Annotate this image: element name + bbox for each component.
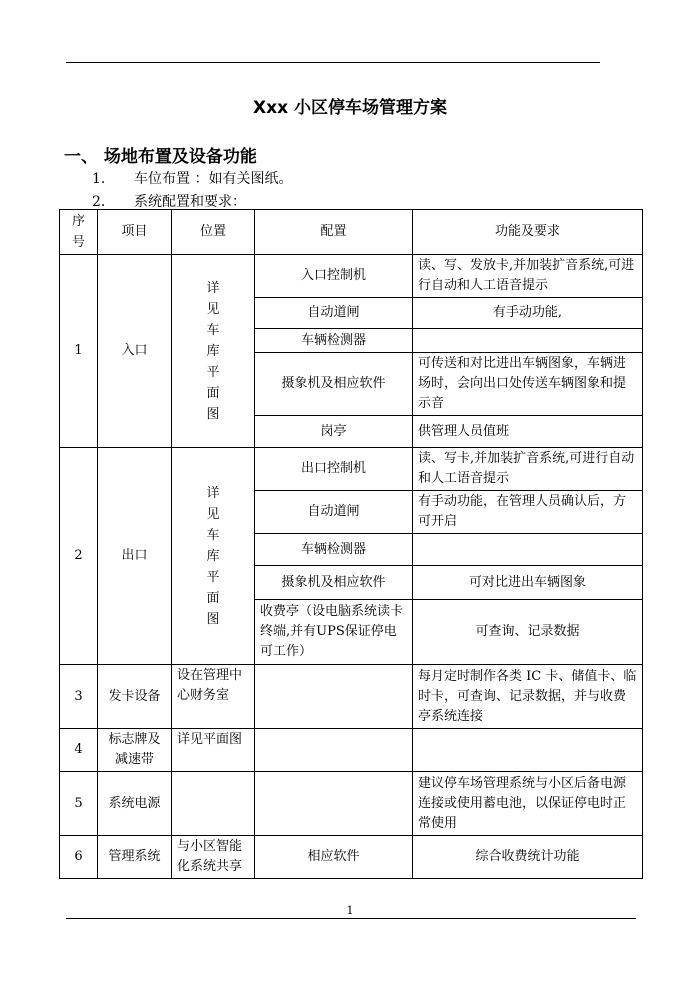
header-item: 项目 [98,210,172,255]
cell-location: 详见车库平面图 [172,255,255,448]
cell-config [255,665,413,729]
cell-config: 摄象机及相应软件 [255,353,413,416]
cell-function: 综合收费统计功能 [413,836,643,879]
cell-config: 摄象机及相应软件 [255,566,413,600]
cell-item: 系统电源 [98,772,172,836]
table-row [60,448,643,491]
header-rule [66,62,600,63]
table-row [60,836,643,879]
section-heading: 一、 场地布置及设备功能 [64,147,257,167]
table-row [60,772,643,836]
cell-function: 读、写、发放卡,并加装扩音系统,可进行自动和人工语音提示 [413,255,643,298]
cell-function: 有手动功能, [413,298,643,329]
cell-function: 供管理人员值班 [413,416,643,448]
cell-location [172,772,255,836]
cell-config: 车辆检测器 [255,534,413,566]
cell-no: 4 [60,729,98,772]
cell-item: 入口 [98,255,172,448]
header-function: 功能及要求 [413,210,643,255]
page-number: 1 [346,904,354,917]
cell-config: 自动道闸 [255,298,413,329]
cell-item: 标志牌及减速带 [98,729,172,772]
cell-config: 岗亭 [255,416,413,448]
cell-item: 出口 [98,448,172,665]
table-row [60,255,643,298]
table-row [60,729,643,772]
footer-rule [66,918,636,919]
equipment-table [59,209,643,879]
header-config: 配置 [255,210,413,255]
cell-function [413,534,643,566]
list-item-text: 车位布置 ：如有关图纸。 [134,171,293,187]
cell-config: 出口控制机 [255,448,413,491]
document-title: Xxx 小区停车场管理方案 [253,98,447,118]
cell-item: 发卡设备 [98,665,172,729]
list-item-1 [92,168,292,188]
cell-config [255,772,413,836]
cell-function [413,329,643,353]
table-header-row [60,210,643,255]
cell-no: 5 [60,772,98,836]
cell-function: 可传送和对比进出车辆图象，车辆进场时，会向出口处传送车辆图象和提示音 [413,353,643,416]
cell-no: 2 [60,448,98,665]
cell-function: 每月定时制作各类 IC 卡、储值卡、临时卡，可查询、记录数据，并与收费亭系统连接 [413,665,643,729]
cell-function: 可查询、记录数据 [413,600,643,665]
list-item-text: 系统配置和要求： [134,194,246,210]
cell-location: 详见平面图 [172,729,255,772]
cell-item: 管理系统 [98,836,172,879]
cell-config: 车辆检测器 [255,329,413,353]
header-location: 位置 [172,210,255,255]
cell-function [413,729,643,772]
cell-config: 入口控制机 [255,255,413,298]
table-row [60,665,643,729]
cell-function: 可对比进出车辆图象 [413,566,643,600]
cell-config [255,729,413,772]
cell-function: 读、写卡,并加装扩音系统,可进行自动和人工语音提示 [413,448,643,491]
cell-no: 1 [60,255,98,448]
cell-config: 自动道闸 [255,491,413,534]
cell-no: 3 [60,665,98,729]
cell-function: 建议停车场管理系统与小区后备电源连接或使用蓄电池，以保证停电时正常使用 [413,772,643,836]
list-item-number: 2． [92,194,115,210]
cell-config: 相应软件 [255,836,413,879]
cell-location: 设在管理中心财务室 [172,665,255,729]
list-item-number: 1． [92,171,115,187]
list-item-2 [92,191,246,211]
header-no: 序号 [60,210,98,255]
cell-location: 详见车库平面图 [172,448,255,665]
cell-location: 与小区智能化系统共享 [172,836,255,879]
cell-no: 6 [60,836,98,879]
cell-function: 有手动功能，在管理人员确认后，方可开启 [413,491,643,534]
cell-config: 收费亭（设电脑系统读卡终端,并有UPS保证停电可工作） [255,600,413,665]
